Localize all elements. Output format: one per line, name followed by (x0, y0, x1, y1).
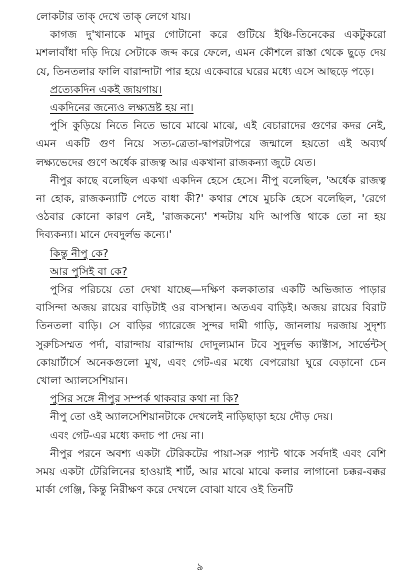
paragraph-10: পুসির সঙ্গে নীপুর সম্পর্ক থাকবার কথা না কি? (50, 393, 239, 406)
paragraph-2: কাগজ দু'খানাকে মাদুর গোটানো করে গুটিয়ে ইঞ্চি-তিনেকের একটুকরো মশলাবাঁধা দড়ি দিয়ে সেটাকে জব্দ করে ফেলে, এমন কৌশলে রাস্তা থেকে ছুড়ে দেয় যে, তিনতলার ফালি বারান্দাটা পার হয়ে একেবারে ঘরের মধ্যে এসে আছড়ে পড়ে। (36, 29, 386, 78)
page-number: ৯ (196, 562, 204, 573)
paragraph-5: পুসি কুড়িয়ে নিতে নিতে ভাবে মাঝে মাঝে, এই বেচারাদের গুণের কদর নেই, এমন একটি গুণ নিয়ে সত্য-ত্রেতা-দ্বাপরটাপরে জন্মালে হয়তো এই অব্যর্থ লক্ষ্যভেদের গুণে অর্ধেক রাজত্ব আর একখানা রাজকন্যা জুটে যেত। (36, 120, 386, 169)
paragraph-1: লোকটার তাক্ দেখে তাক্ লেগে যায়। (36, 11, 191, 23)
paragraph-11: নীপু তো ওই অ্যালসেশিয়ানটাকে দেখলেই নাড়িছাড়া হয়ে দৌড় দেয়। (50, 411, 334, 424)
paragraph-8: আর পুসিই বা কে? (50, 265, 128, 278)
paragraph-3: প্রত্যেকদিন একই জায়গায়। (50, 83, 163, 96)
paragraph-6: নীপুর কাছে বলেছিল একথা একদিন হেসে হেসে। নীপু বলেছিল, 'অর্ধেক রাজত্ব না হোক, রাজকন্যাটি পেতে বাধা কী?' কথার শেষে মুচকি হেসে বলেছিল, 'রেগে ওঠবার কোনো কারণ নেই, 'রাজকন্যে' শব্দটায় যদি আপত্তি থাকে তো না হয় দিব্যকন্যা। মানে দেবদুর্লভ কন্যে।' (36, 174, 386, 242)
paragraph-4: একদিনের জন্যেও লক্ষ্যভ্রষ্ট হয় না। (50, 102, 194, 115)
paragraph-9: পুসির পরিচয়ে তো দেখা যাচ্ছে—দক্ষিণ কলকাতার একটি অভিজাত পাড়ার বাসিন্দা অজয় রায়ের বাড়িটাই ওর বাসস্থান। অতএব বাড়িই। অজয় রায়ের বিরাট তিনতলা বাড়ি। সে বাড়ির গ্যারেজে সুন্দর দামী গাড়ি, জানলায় দরজায় সুদৃশ্য সুরুচিসম্মত পর্দা, বারান্দায় বারান্দায় দোদুল্যমান টবে সুদুর্লভ ক্যাক্টাস, সার্ভেন্টস্ কোয়ার্টার্সে অনেকগুলো মুখ, এবং গেট-এর মধ্যে বেপরোয়া ঘুরে বেড়ানো চেন খোলা অ্যালসেশিয়ান। (36, 284, 386, 388)
paragraph-12: এবং গেট-এর মধ্যে কদাচ পা দেয় না। (50, 429, 204, 442)
paragraph-13: নীপুর পরনে অবশ্য একটা টেরিকটের পায়া-সরু প্যান্ট থাকে সর্বদাই এবং বেশি সময় একটা টেরিলিনের হাওয়াই শার্ট, আর মাঝে মাঝে কলার লাগানো চক্কর-বক্কর মার্কা গেঞ্জি, কিন্তু নিরীক্ষণ করে দেখলে বোঝা যাবে ওই তিনটি (36, 447, 386, 497)
paragraph-7: কিন্তু নীপু কে? (50, 247, 109, 260)
